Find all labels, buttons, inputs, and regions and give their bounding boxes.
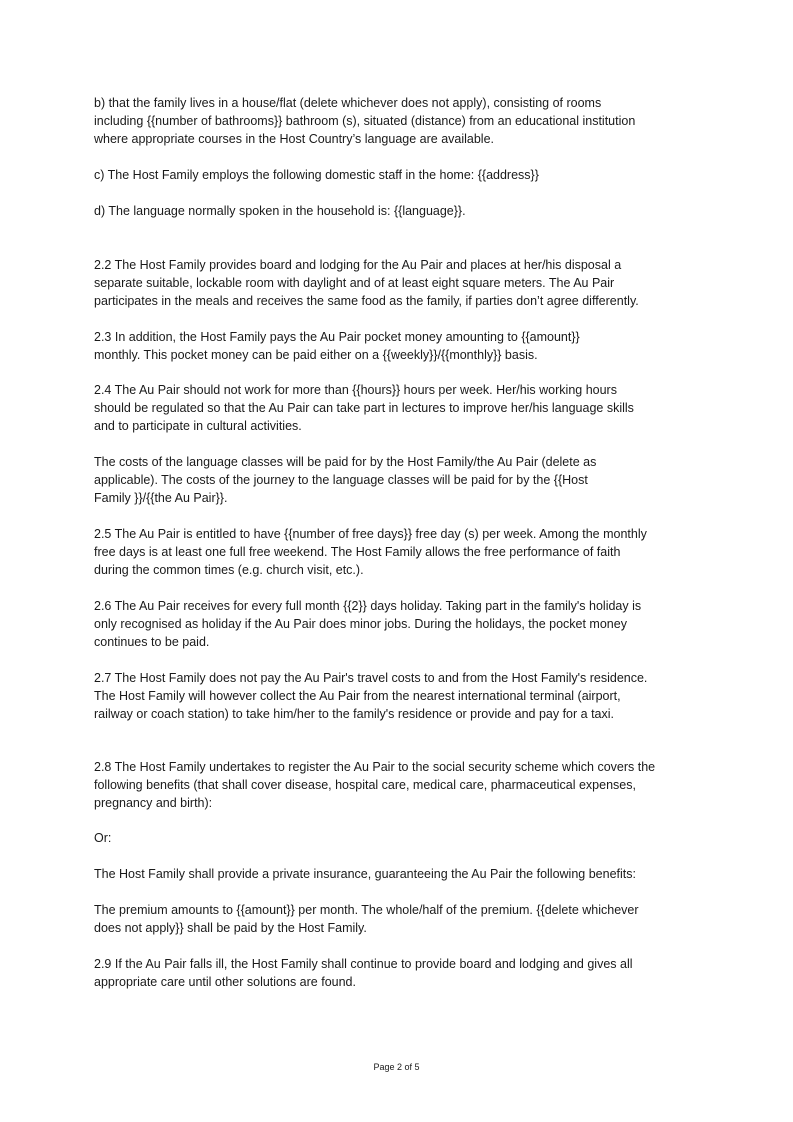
paragraph-c-domestic-staff: c) The Host Family employs the following domestic staff in the home: {{address}} bbox=[94, 168, 539, 182]
paragraph-2-2-board-lodging: 2.2 The Host Family provides board and lodging for the Au Pair and places at her/his disposal a separate suitable, lockable room with daylight and of at least eight square meters. The Au Pair participates in the meals and receives the same food as the family, if parties don’t agree differently. bbox=[94, 258, 639, 308]
page-number-footer: Page 2 of 5 bbox=[373, 1062, 420, 1072]
paragraph-b-housing: b) that the family lives in a house/flat (delete whichever does not apply), consisting of rooms including {{number of bathrooms}} bathroom (s), situated (distance) from an educational institution where appropriate courses in the Host Country’s language are available. bbox=[94, 96, 636, 146]
paragraph-2-6-holiday: 2.6 The Au Pair receives for every full month {{2}} days holiday. Taking part in the family's holiday is only recognised as holiday if the Au Pair does minor jobs. During the holidays, the pocket money continues to be paid. bbox=[94, 599, 642, 649]
paragraph-2-4-working-hours: 2.4 The Au Pair should not work for more than {{hours}} hours per week. Her/his working hours should be regulated so that the Au Pair can take part in lectures to improve her/his language skills and to participate in cultural activities. bbox=[94, 383, 634, 433]
paragraph-2-7-travel-costs: 2.7 The Host Family does not pay the Au Pair's travel costs to and from the Host Family's residence. The Host Family will however collect the Au Pair from the nearest international terminal (airport, railway or coach station) to take him/her to the family's residence or provide and pay for a taxi. bbox=[94, 671, 648, 721]
paragraph-2-3-pocket-money: 2.3 In addition, the Host Family pays the Au Pair pocket money amounting to {{amount}} monthly. This pocket money can be paid either on a {{weekly}}/{{monthly}} basis. bbox=[94, 330, 580, 362]
paragraph-private-insurance: The Host Family shall provide a private insurance, guaranteeing the Au Pair the following benefits: bbox=[94, 867, 636, 881]
paragraph-premium: The premium amounts to {{amount}} per month. The whole/half of the premium. {{delete whichever does not apply}} shall be paid by the Host Family. bbox=[94, 903, 639, 935]
paragraph-2-9-illness: 2.9 If the Au Pair falls ill, the Host Family shall continue to provide board and lodging and gives all appropriate care until other solutions are found. bbox=[94, 957, 633, 989]
paragraph-or: Or: bbox=[94, 831, 112, 845]
paragraph-2-5-free-days: 2.5 The Au Pair is entitled to have {{number of free days}} free day (s) per week. Among the monthly free days is at least one full free weekend. The Host Family allows the free performance of faith during the common times (e.g. church visit, etc.). bbox=[94, 527, 647, 577]
paragraph-d-language: d) The language normally spoken in the household is: {{language}}. bbox=[94, 204, 466, 218]
paragraph-language-class-costs: The costs of the language classes will be paid for by the Host Family/the Au Pair (delete as applicable). The costs of the journey to the language classes will be paid for by the {{Host Family }}/{{the Au Pair}}. bbox=[94, 455, 597, 505]
paragraph-2-8-social-security: 2.8 The Host Family undertakes to register the Au Pair to the social security scheme which covers the following benefits (that shall cover disease, hospital care, medical care, pharmaceutical expenses, pregnancy and birth): bbox=[94, 760, 656, 810]
